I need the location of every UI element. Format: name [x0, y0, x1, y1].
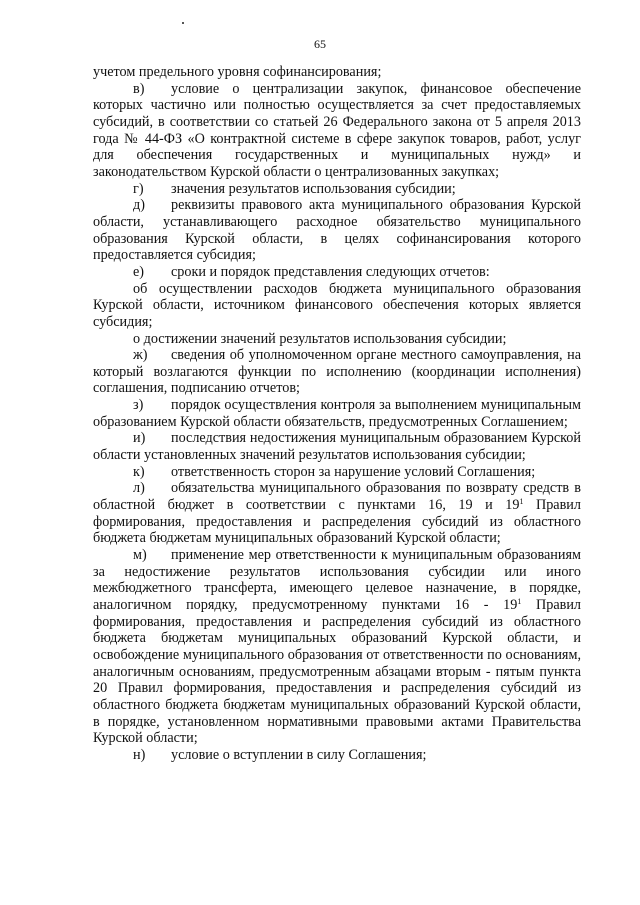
list-text: обязательства муниципального образования по возврату средств в областной бюджет в соответствии с пунктами 16, 19 и 19 — [93, 480, 581, 514]
list-item-v — [93, 81, 581, 181]
list-item-l — [93, 480, 581, 547]
list-text: ответственность сторон за нарушение условий Соглашения; — [171, 463, 536, 480]
list-label: л) — [133, 480, 145, 497]
list-label: в) — [133, 80, 145, 97]
list-item-i — [93, 430, 581, 463]
document-body — [93, 64, 581, 764]
list-label: к) — [133, 463, 145, 480]
list-item-zh — [93, 347, 581, 397]
list-item-k — [93, 464, 581, 481]
list-label: и) — [133, 430, 146, 447]
list-text-cont: Правил формирования, предоставления и распределения субсидий из областного бюджета бюджетам муниципальных образований Курской области; — [93, 497, 581, 547]
superscript: 1 — [517, 597, 522, 606]
list-label: м) — [133, 547, 147, 564]
superscript: 1 — [519, 497, 524, 507]
list-text: реквизиты правового акта муниципального образования Курской области, устанавливающего расходное обязательство муниципального образования Курской области, в целях софинансирования которого предоставляется субсидия; — [93, 197, 581, 264]
scan-mark — [182, 22, 184, 24]
list-text: сведения об уполномоченном органе местного самоуправления, на который возлагаются функции по исполнению (координации исполнения) соглашения, подписанию отчетов; — [93, 347, 581, 397]
list-text: применение мер ответственности к муниципальным образованиям за недостижение результатов использования субсидии или иного межбюджетного трансферта, имеющего целевое назначение, в порядке, аналогичном порядку, предусмотренному пунктами 16 - 19 — [93, 547, 581, 613]
list-text: сроки и порядок представления следующих отчетов: — [171, 263, 490, 280]
list-text: значения результатов использования субсидии; — [171, 180, 456, 197]
sub-paragraph-results-report: о достижении значений результатов использования субсидии; — [133, 330, 507, 347]
list-label: н) — [133, 746, 146, 763]
list-text: условие о централизации закупок, финансовое обеспечение которых частично или полностью осуществляется за счет предоставляемых субсидий, в соответствии со статьей 26 Федерального закона от 5 апреля 2013 года № 44-ФЗ «О контрактной системе в сфере закупок товаров, работ, услуг для обеспечения государственных и муниципальных нужд» и законодательством Курской области о централизованных закупках; — [93, 80, 581, 180]
sub-paragraph-expenses-report: об осуществлении расходов бюджета муниципального образования Курской области, источником финансового обеспечения которых является субсидия; — [93, 280, 581, 330]
list-label: г) — [133, 180, 144, 197]
list-label: е) — [133, 263, 145, 280]
list-label: д) — [133, 197, 145, 214]
list-label: з) — [133, 397, 144, 414]
list-item-d — [93, 197, 581, 264]
page-number: 65 — [314, 37, 326, 51]
list-text: порядок осуществления контроля за выполнением муниципальным образованием Курской области обязательств, предусмотренных Соглашением; — [93, 397, 581, 430]
list-item-z — [93, 397, 581, 430]
list-text: условие о вступлении в силу Соглашения; — [171, 746, 427, 763]
list-item-g — [93, 181, 581, 198]
list-item-m — [93, 547, 581, 747]
list-item-n — [93, 747, 581, 764]
list-label: ж) — [133, 347, 148, 364]
list-text-cont: Правил формирования, предоставления и распределения субсидий из областного бюджета бюджетам муниципальных образований Курской области, и освобождение муниципального образования от ответственности по основаниям, аналогичным основаниям, предусмотренным абзацами вторым - пятым пункта 20 Правил формирования, предоставления и распределения субсидий из областного бюджета бюджетам муниципальных образований Курской области, в порядке, установленном нормативными правовыми актами Правительства Курской области; — [93, 597, 581, 747]
list-text: последствия недостижения муниципальным образованием Курской области установленных значений результатов использования субсидии; — [93, 430, 581, 464]
paragraph-continuation: учетом предельного уровня софинансирования; — [93, 64, 382, 80]
list-item-e — [93, 264, 581, 281]
